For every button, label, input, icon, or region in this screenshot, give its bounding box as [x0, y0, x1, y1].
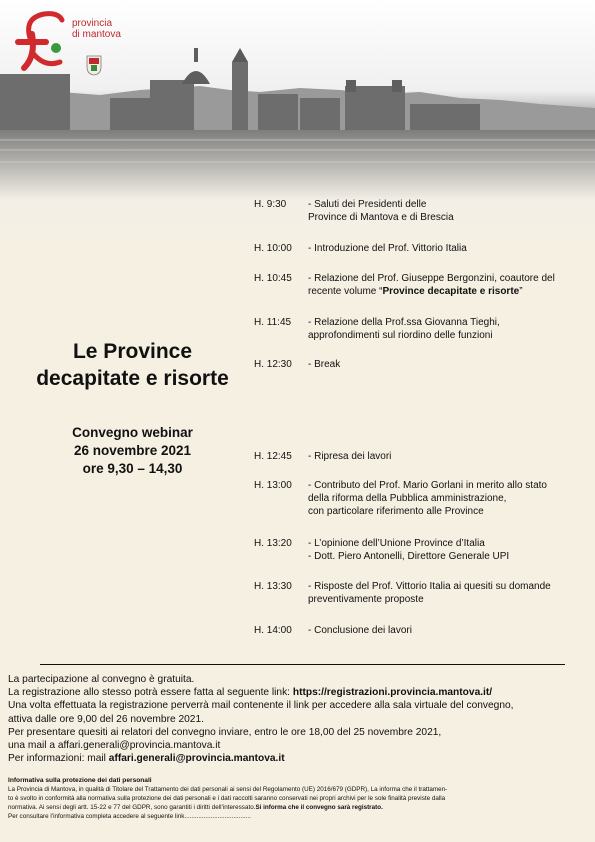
program-desc [308, 358, 574, 371]
event-title-line: Le Province [72, 340, 193, 363]
program-desc [308, 198, 574, 224]
privacy-line: to è svolto in conformità alla normativa sulla protezione dei dati personali e i dati raccolti saranno conservati nei propri archivi per le sole finalità previste dalla [8, 795, 446, 802]
program-time: H. 13:00 [254, 480, 292, 491]
info-line: La partecipazione al convegno è gratuita. [8, 674, 195, 685]
program-item [254, 358, 574, 371]
program-time: H. 14:00 [254, 625, 292, 636]
program-line: preventivamente proposte [308, 594, 424, 605]
program-line: con particolare riferimento alle Province [308, 506, 484, 517]
logo-mark-icon [10, 8, 70, 78]
registration-info [8, 673, 588, 765]
privacy-line [8, 803, 588, 812]
program-time: H. 13:20 [254, 538, 292, 549]
program-line: - L’opinione dell’Unione Province d’Italia [308, 538, 485, 549]
event-hours: ore 9,30 – 14,30 [82, 461, 183, 476]
privacy-line: La Provincia di Mantova, in qualità di Titolare del Trattamento dei dati personali ai sensi del Regolamento (UE) 2016/679 (GDPR), La informa che il trattamen- [8, 786, 448, 793]
info-line: Per presentare quesiti ai relatori del convegno inviare, entro le ore 18,00 del 25 novembre 2021, [8, 726, 442, 738]
event-title [20, 338, 245, 392]
program-line: - Ripresa dei lavori [308, 451, 392, 462]
program-time: H. 12:30 [254, 359, 292, 370]
info-line: una mail a affari.generali@provincia.mantova.it [8, 740, 221, 752]
program-time: H. 13:30 [254, 581, 292, 592]
program-line [308, 285, 574, 298]
program-line: - Contributo del Prof. Mario Gorlani in merito allo stato [308, 480, 547, 491]
program-desc [308, 450, 574, 463]
privacy-title: Informativa sulla protezione dei dati personali [8, 777, 152, 784]
info-line [8, 752, 588, 765]
event-subtitle [20, 424, 245, 478]
event-title-line: decapitate e risorte [36, 367, 229, 390]
provincia-mantova-logo [10, 8, 150, 78]
registration-link[interactable]: https://registrazioni.provincia.mantova.it/ [292, 687, 493, 699]
divider [40, 664, 565, 665]
privacy-notice [8, 776, 588, 821]
privacy-link-line[interactable]: Per consultare l’informativa completa accedere al seguente link...................................... [8, 813, 251, 820]
program-desc [308, 537, 574, 563]
logo-line2: di mantova [72, 29, 121, 40]
program-desc [308, 624, 574, 637]
program-desc [308, 479, 574, 518]
program-item [254, 272, 574, 298]
program-desc [308, 242, 574, 255]
program-line: Province di Mantova e di Brescia [308, 212, 454, 223]
logo-text [72, 18, 121, 40]
program-line: - Relazione del Prof. Giuseppe Bergonzini, coautore del [308, 273, 555, 284]
info-line [8, 686, 588, 699]
program-desc [308, 580, 574, 606]
program-item [254, 624, 574, 637]
program-time: H. 10:00 [254, 243, 292, 254]
program-line-text: ” [519, 286, 523, 297]
program-line-text: recente volume “ [308, 286, 383, 297]
event-date: 26 novembre 2021 [73, 443, 192, 458]
logo-line1: provincia [72, 18, 113, 29]
program-desc [308, 316, 574, 342]
program-time: H. 12:45 [254, 451, 292, 462]
program-time: H. 10:45 [254, 273, 292, 284]
program-item [254, 242, 574, 255]
program-item [254, 537, 574, 563]
program-line: - Break [308, 359, 341, 370]
program-item [254, 198, 574, 224]
program-item [254, 479, 574, 518]
info-line: Una volta effettuata la registrazione perverrà mail contenente il link per accedere alla sala virtuale del convegno, [8, 700, 514, 712]
info-line: attiva dalle ore 9,00 del 26 novembre 2021. [8, 713, 204, 725]
info-text: Per informazioni: mail [8, 753, 109, 765]
program-line: - Relazione della Prof.ssa Giovanna Tieghi, [308, 317, 500, 328]
info-text: La registrazione allo stesso potrà essere fatta al seguente link: [8, 687, 293, 699]
program-item [254, 580, 574, 606]
program-item [254, 450, 574, 463]
book-title: Province decapitate e risorte [382, 286, 520, 297]
privacy-text: normativa. Ai sensi degli artt. 15-22 e 77 del GDPR, sono garantiti i diritti dell’interessato. [8, 804, 256, 811]
program-line: - Conclusione dei lavori [308, 625, 412, 636]
program-line: - Risposte del Prof. Vittorio Italia ai quesiti su domande [308, 581, 551, 592]
program-time: H. 9:30 [254, 199, 287, 210]
contact-email-link[interactable]: affari.generali@provincia.mantova.it [108, 753, 285, 765]
recording-notice: Si informa che il convegno sarà registrato. [255, 804, 383, 811]
program-line: - Dott. Piero Antonelli, Direttore Generale UPI [308, 551, 510, 562]
event-type: Convegno webinar [72, 425, 193, 440]
program-line: approfondimenti sul riordino delle funzioni [308, 330, 493, 341]
program-line: - Saluti dei Presidenti delle [308, 199, 427, 210]
program-desc [308, 272, 574, 298]
program-time: H. 11:45 [254, 317, 292, 328]
program-line: - Introduzione del Prof. Vittorio Italia [308, 243, 467, 254]
program-item [254, 316, 574, 342]
crest-icon [86, 54, 102, 76]
program-line: della riforma della Pubblica amministrazione, [308, 493, 507, 504]
